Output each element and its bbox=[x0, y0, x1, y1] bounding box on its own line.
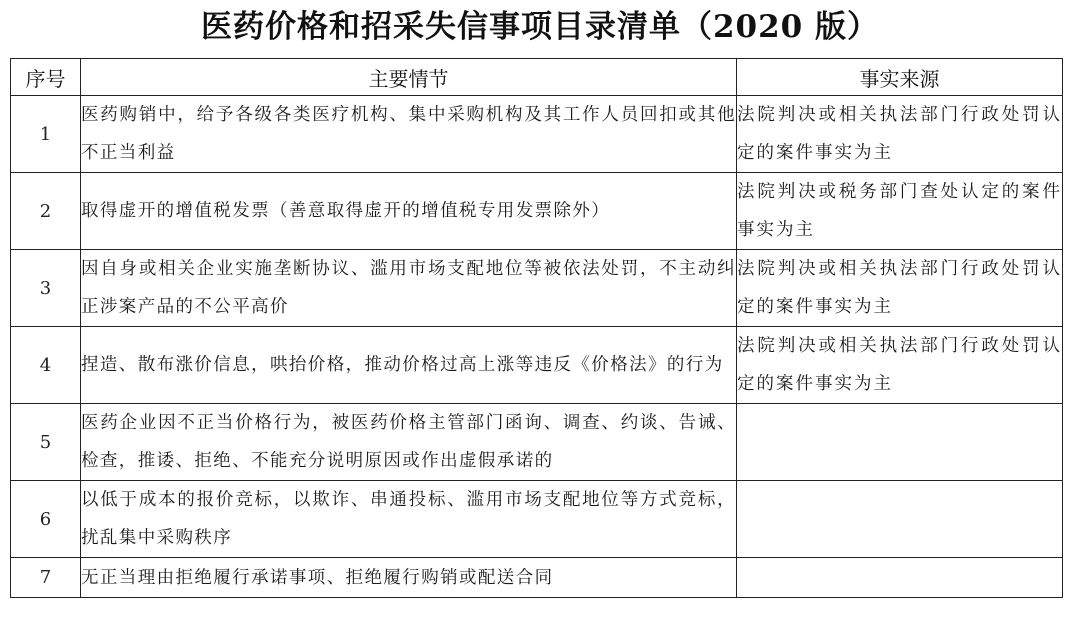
row-number: 4 bbox=[11, 327, 81, 404]
table-row bbox=[11, 558, 1063, 598]
catalog-table bbox=[10, 58, 1063, 598]
row-number: 5 bbox=[11, 404, 81, 481]
header-fact-source: 事实来源 bbox=[737, 59, 1063, 96]
row-main-circumstance: 医药购销中，给予各级各类医疗机构、集中采购机构及其工作人员回扣或其他不正当利益 bbox=[81, 96, 737, 173]
page-title: 医药价格和招采失信事项目录清单（2020 版） bbox=[200, 9, 880, 45]
row-fact-source: 法院判决或相关执法部门行政处罚认定的案件事实为主 bbox=[737, 96, 1063, 173]
table-row bbox=[11, 250, 1063, 327]
row-fact-source bbox=[737, 558, 1063, 598]
row-fact-source bbox=[737, 481, 1063, 558]
row-fact-source: 法院判决或相关执法部门行政处罚认定的案件事实为主 bbox=[737, 327, 1063, 404]
row-fact-source bbox=[737, 404, 1063, 481]
header-main-circumstance: 主要情节 bbox=[81, 59, 737, 96]
row-number: 1 bbox=[11, 96, 81, 173]
row-fact-source: 法院判决或相关执法部门行政处罚认定的案件事实为主 bbox=[737, 250, 1063, 327]
header-no: 序号 bbox=[11, 59, 81, 96]
row-number: 7 bbox=[11, 558, 81, 598]
row-main-circumstance: 因自身或相关企业实施垄断协议、滥用市场支配地位等被依法处罚，不主动纠正涉案产品的不公平高价 bbox=[81, 250, 737, 327]
table-header-row bbox=[11, 59, 1063, 96]
row-number: 6 bbox=[11, 481, 81, 558]
row-number: 2 bbox=[11, 173, 81, 250]
row-main-circumstance: 无正当理由拒绝履行承诺事项、拒绝履行购销或配送合同 bbox=[81, 558, 737, 598]
table-row bbox=[11, 173, 1063, 250]
row-main-circumstance: 取得虚开的增值税发票（善意取得虚开的增值税专用发票除外） bbox=[81, 173, 737, 250]
row-fact-source: 法院判决或税务部门查处认定的案件事实为主 bbox=[737, 173, 1063, 250]
row-main-circumstance: 医药企业因不正当价格行为，被医药价格主管部门函询、调查、约谈、告诫、检查，推诿、拒绝、不能充分说明原因或作出虚假承诺的 bbox=[81, 404, 737, 481]
table-row bbox=[11, 96, 1063, 173]
table-row bbox=[11, 327, 1063, 404]
table-row bbox=[11, 404, 1063, 481]
row-main-circumstance: 捏造、散布涨价信息，哄抬价格，推动价格过高上涨等违反《价格法》的行为 bbox=[81, 327, 737, 404]
table-row bbox=[11, 481, 1063, 558]
row-number: 3 bbox=[11, 250, 81, 327]
row-main-circumstance: 以低于成本的报价竞标，以欺诈、串通投标、滥用市场支配地位等方式竞标，扰乱集中采购秩序 bbox=[81, 481, 737, 558]
